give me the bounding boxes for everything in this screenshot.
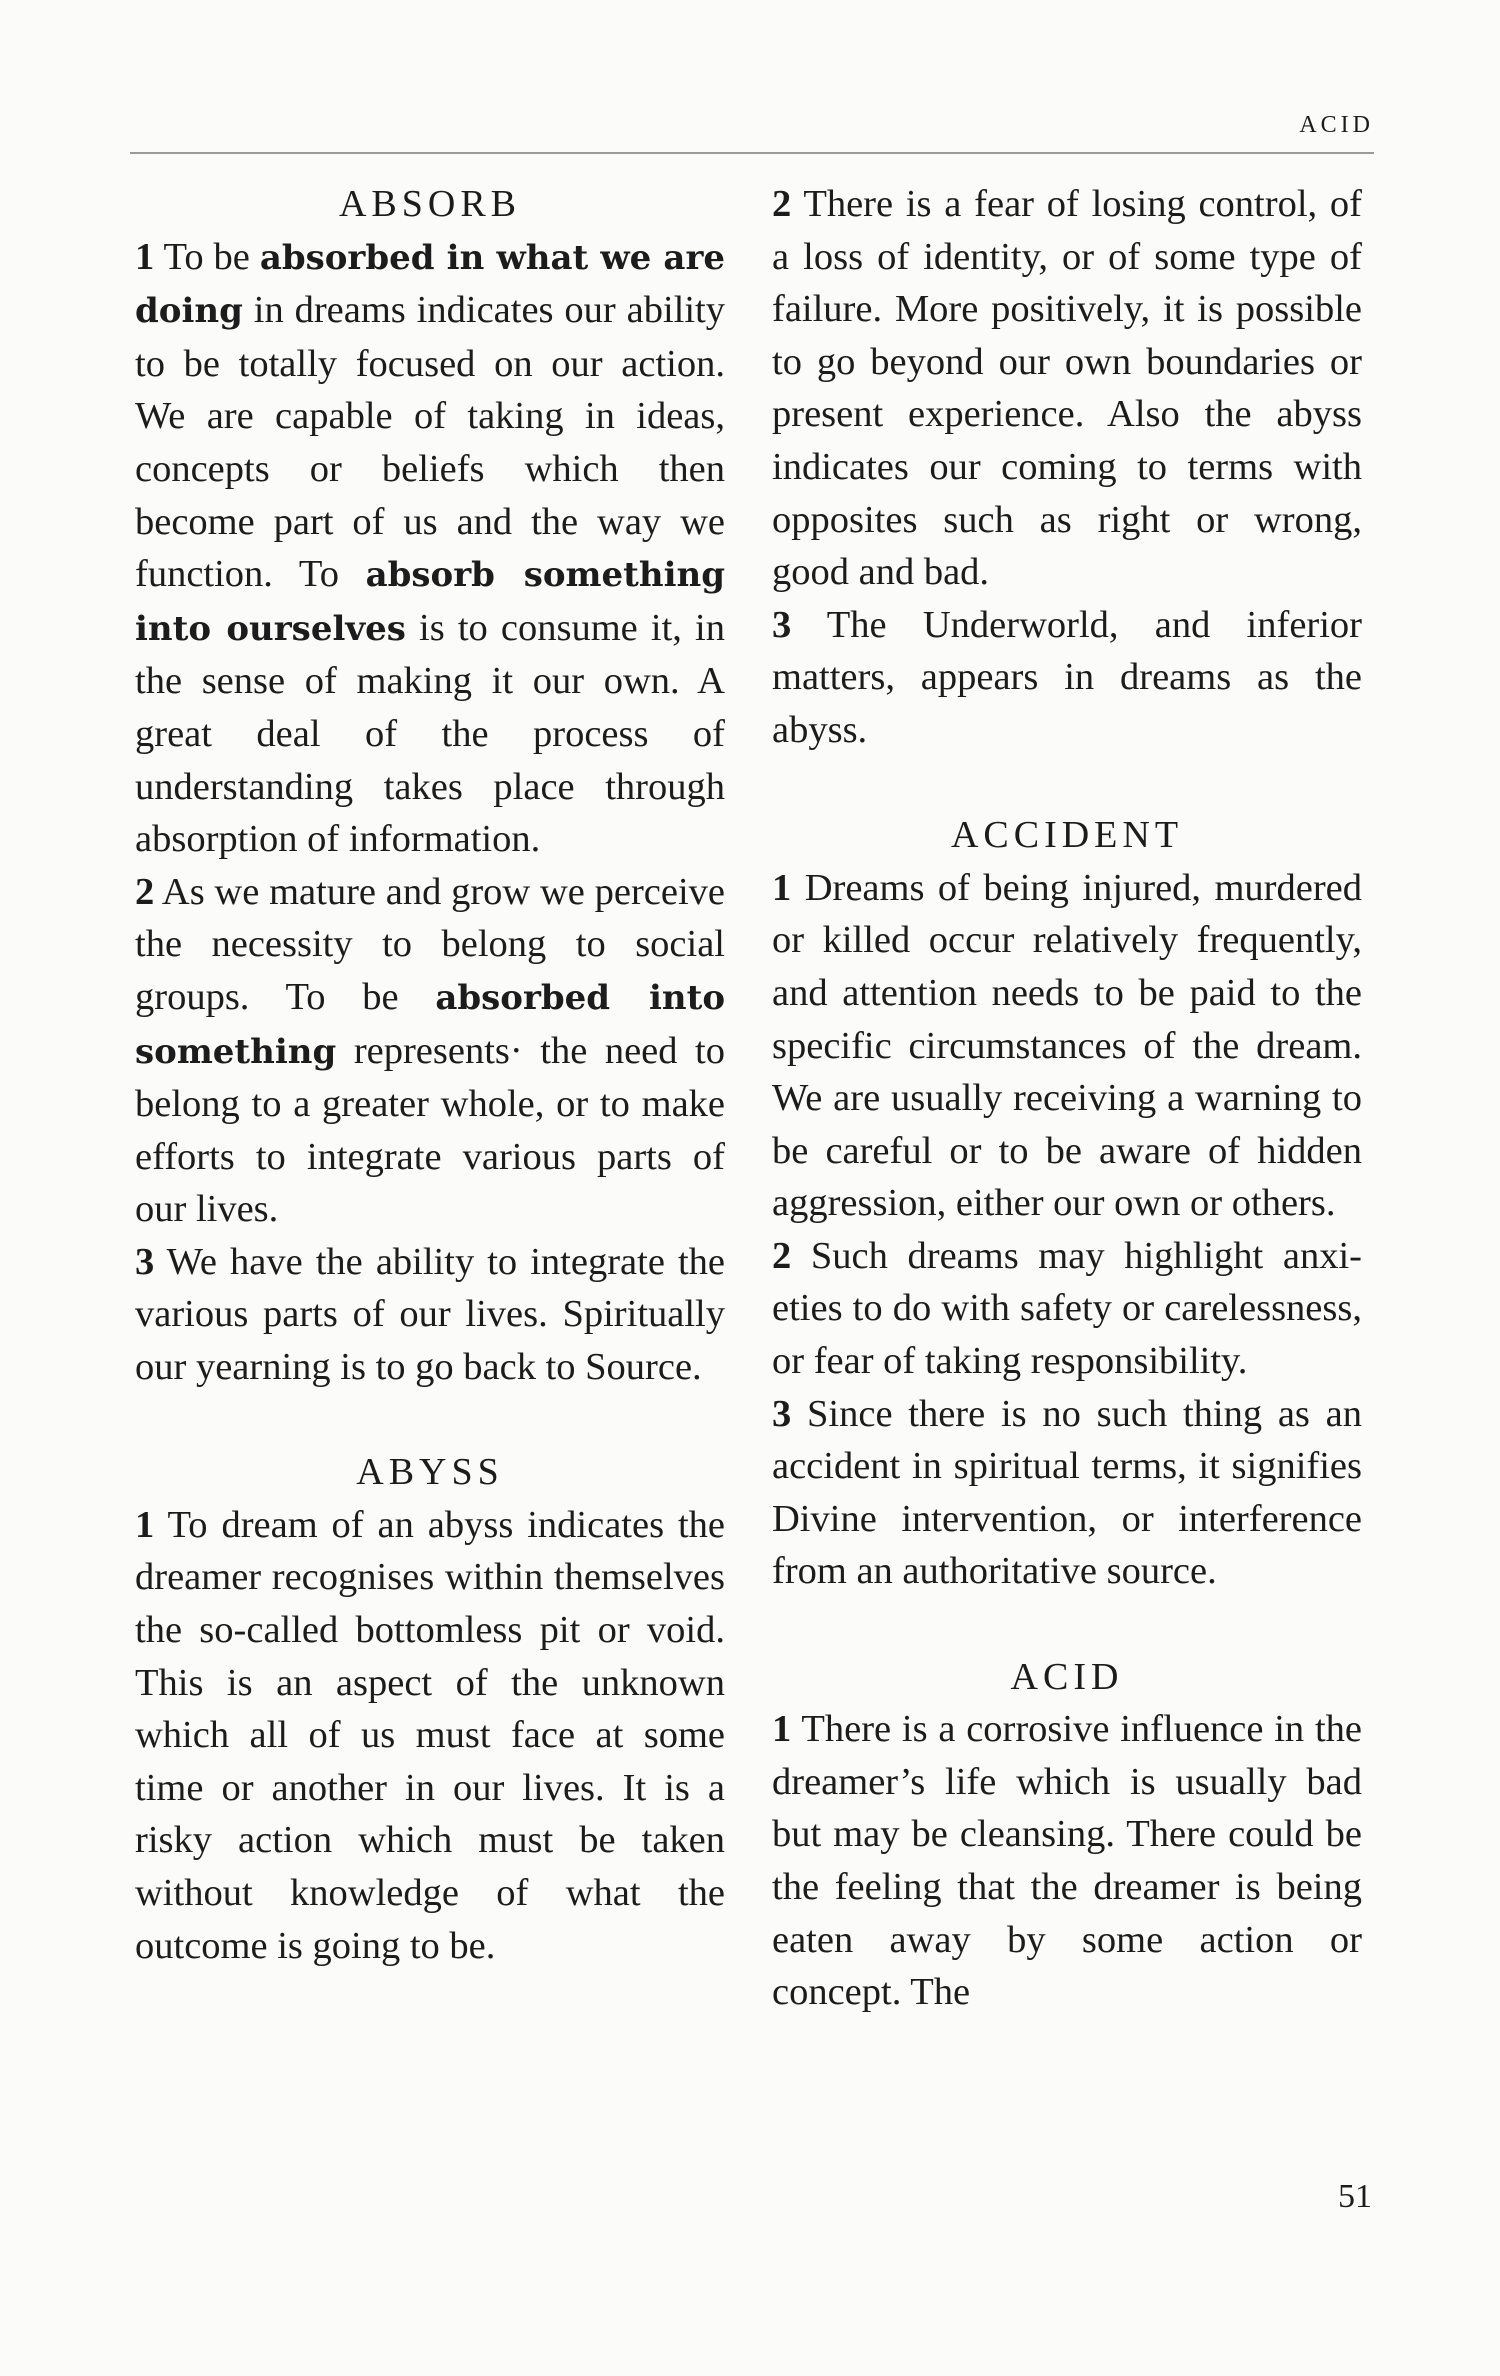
absorb-sense-1 (135, 231, 725, 866)
sense-text: Such dreams may highlight anxieties to do with safety or carelessness, or fear of taking responsibility. (772, 1234, 1362, 1383)
accident-sense-3 (772, 1388, 1362, 1598)
entry-heading-acid: ACID (1010, 1655, 1124, 1698)
sense-number: 3 (772, 1392, 792, 1435)
page-number: 51 (1338, 2178, 1372, 2215)
sense-number: 2 (772, 1234, 792, 1277)
sense-text: As we mature and grow we perceive the necessity to belong to social groups. To be (135, 870, 725, 1018)
entry-heading-absorb: ABSORB (338, 183, 522, 225)
accident-sense-2 (772, 1230, 1362, 1388)
absorb-sense-2 (135, 866, 725, 1236)
sense-number: 1 (772, 866, 792, 909)
sense-text: To be (154, 235, 260, 278)
abyss-sense-2 (772, 178, 1362, 599)
sense-text: Dreams of being injured, murdered or killed occur relatively frequently, and attention needs to be paid to the specific circumstances of the dream. We are usually receiving a warning to be careful or to be aware of hidden aggression, either our own or others. (772, 866, 1362, 1225)
absorb-sense-3 (135, 1236, 725, 1394)
sense-number: 3 (772, 603, 792, 646)
sense-text: is to consume it, in the sense of making it our own. A great deal of the process of understanding takes place through absorption of information. (135, 606, 725, 861)
sense-text: We have the ability to integrate the various parts of our lives. Spiritually our yearning is to go back to Source. (135, 1240, 725, 1389)
sense-number: 3 (135, 1240, 155, 1283)
right-column (772, 178, 1362, 2019)
abyss-sense-3 (772, 599, 1362, 757)
sense-text: There is a corrosive influence in the dreamer’s life which is usually bad but may be cleansing. There could be the feeling that the dreamer is being eaten away by some action or concept. The (772, 1708, 1362, 2014)
sense-number: 2 (135, 870, 155, 913)
entry-heading-abyss: ABYSS (356, 1451, 504, 1494)
keyword: absorb something into ourselves (135, 555, 725, 649)
left-column (135, 178, 725, 1972)
acid-sense-1 (772, 1703, 1362, 2019)
entry-heading-accident: ACCIDENT (950, 814, 1184, 857)
sense-text: Since there is no such thing as an accident in spiritual terms, it signifies Divine intervention, or interference from an authoritative source. (772, 1392, 1362, 1593)
sense-number: 1 (135, 1503, 155, 1546)
sense-text: represents· the need to belong to a greater whole, or to make efforts to integrate various parts of our lives. (135, 1029, 725, 1231)
running-head: ACID (1299, 112, 1374, 138)
sense-text: There is a fear of losing control, of a loss of identity, or of some type of failure. More positively, it is possible to go beyond our own boundaries or present experience. Also the abyss indicates our coming to terms with opposites such as right or wrong, good and bad. (772, 183, 1362, 594)
header-rule (130, 152, 1374, 154)
sense-number: 1 (135, 235, 155, 278)
sense-text: The Underworld, and inferior matters, appears in dreams as the abyss. (772, 603, 1362, 751)
keyword: absorbed into something (135, 977, 725, 1072)
sense-number: 2 (772, 183, 792, 225)
sense-text: To dream of an abyss indicates the dreamer recognises within themselves the so-called bottomless pit or void. This is an aspect of the unknown which all of us must face at some time or another in our lives. It is a risky action which must be taken without knowledge of what the outcome is going to be. (135, 1503, 725, 1967)
sense-number: 1 (772, 1708, 792, 1751)
abyss-sense-1 (135, 1499, 725, 1972)
keyword: absorbed in what we are doing (135, 237, 725, 332)
accident-sense-1 (772, 862, 1362, 1230)
sense-text: in dreams indicates our ability to be totally focused on our action. We are capable of taking in ideas, concepts or beliefs which then become part of us and the way we function. To (135, 289, 725, 596)
